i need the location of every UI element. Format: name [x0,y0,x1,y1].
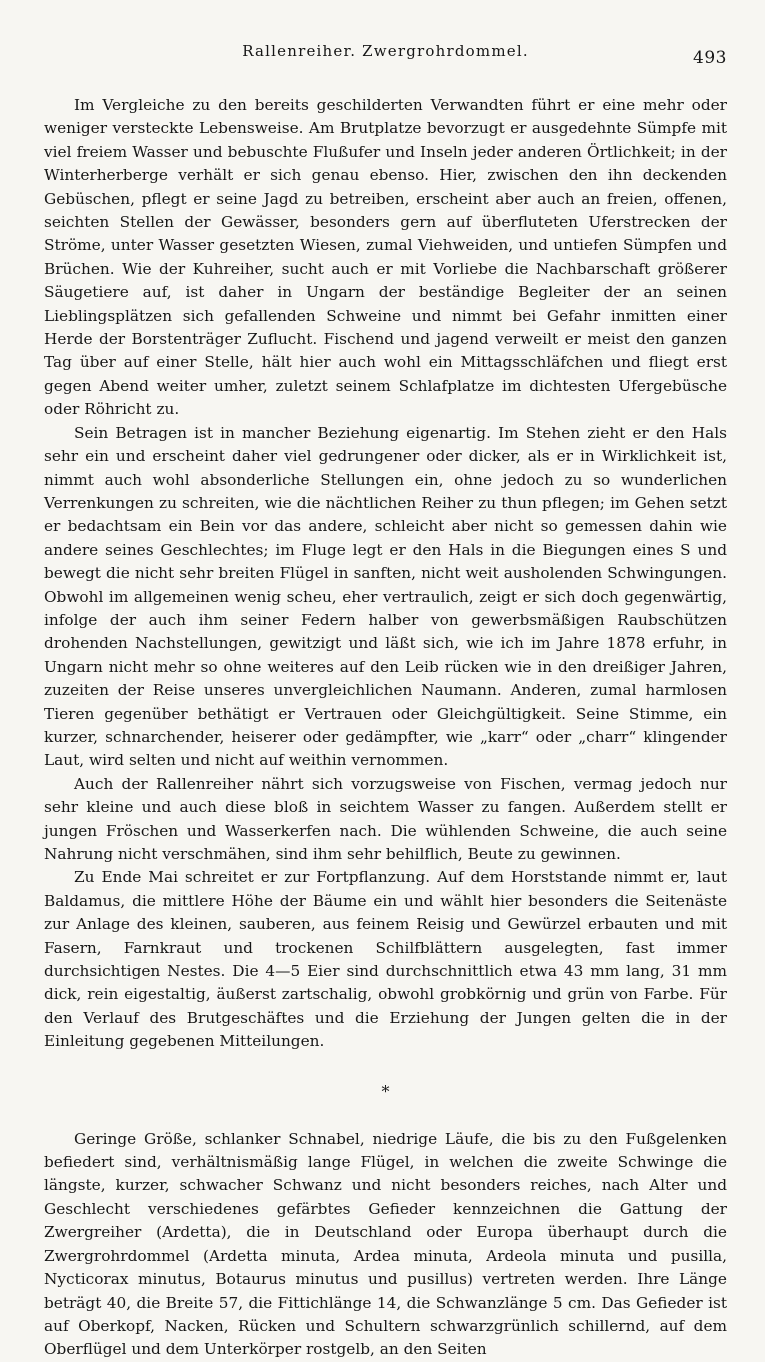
paragraph: Im Vergleiche zu den bereits geschilderten Verwandten führt er eine mehr oder weniger versteckte Lebensweise. Am Brutplatze bevorzugt er ausgedehnte Sümpfe mit viel freiem Wasser und bebuschte Flußufer und Inseln jeder anderen Örtlichkeit; in der Winterherberge verhält er sich genau ebenso. Hier, zwischen den ihn deckenden Gebüschen, pflegt er seine Jagd zu betreiben, erscheint aber auch an freien, offenen, seichten Stellen der Gewässer, besonders gern auf überfluteten Uferstrecken der Ströme, unter Wasser gesetzten Wiesen, zumal Viehweiden, und untiefen Sümpfen und Brüchen. Wie der Kuhreiher, sucht auch er mit Vorliebe die Nachbarschaft größerer Säugetiere auf, ist daher in Ungarn der beständige Begleiter der an seinen Lieblingsplätzen sich gefallenden Schweine und nimmt bei Gefahr inmitten einer Herde der Borstenträger Zuflucht. Fischend und jagend verweilt er meist den ganzen Tag über auf einer Stelle, hält hier auch wohl ein Mittagsschläfchen und fliegt erst gegen Abend weiter umher, zuletzt seinem Schlafplatze im dichtesten Ufergebüsche oder Röhricht zu. [44,96,727,419]
page-body [44,94,727,1362]
paragraph: Geringe Größe, schlanker Schnabel, niedrige Läufe, die bis zu den Fußgelenken befiedert sind, verhältnismäßig lange Flügel, in welchen die zweite Schwinge die längste, kurzer, schwacher Schwanz und nicht besonders reiches, nach Alter und Geschlecht verschiedenes gefärbtes Gefieder kennzeichnen die Gattung der Zwergreiher (Ardetta), die in Deutschland oder Europa überhaupt durch die Zwergrohrdommel (Ardetta minuta, Ardea minuta, Ardeola minuta und pusilla, Nycticorax minutus, Botaurus minutus und pusillus) vertreten werden. Ihre Länge beträgt 40, die Breite 57, die Fittichlänge 14, die Schwanzlänge 5 cm. Das Gefieder ist auf Oberkopf, Nacken, Rücken und Schultern schwarzgrünlich schillernd, auf dem Oberflügel und dem Unterkörper rostgelb, an den Seiten [44,1129,727,1359]
paragraph: Auch der Rallenreiher nährt sich vorzugsweise von Fischen, vermag jedoch nur sehr kleine und auch diese bloß in seichtem Wasser zu fangen. Außerdem stellt er jungen Fröschen und Wasserkerfen nach. Die wühlenden Schweine, die auch seine Nahrung nicht verschmähen, sind ihm sehr behilflich, Beute zu gewinnen. [44,774,727,863]
running-title: Rallenreiher. Zwergrohrdommel. [242,42,529,60]
section-separator: * [381,1081,390,1101]
paragraph: Zu Ende Mai schreitet er zur Fortpflanzung. Auf dem Horststande nimmt er, laut Baldamus, die mittlere Höhe der Bäume ein und wählt hier besonders die Seitenäste zur Anlage des kleinen, sauberen, aus feinem Reisig und Gewürzel erbauten und mit Fasern, Farnkraut und trockenen Schilfblättern ausgelegten, fast immer durchsichtigen Nestes. Die 4—5 Eier sind durchschnittlich etwa 43 mm lang, 31 mm dick, rein eigestaltig, äußerst zartschalig, obwohl grobkörnig und grün von Farbe. Für den Verlauf des Brutgeschäftes und die Erziehung der Jungen gelten die in der Einleitung gegebenen Mitteilungen. [44,868,727,1051]
running-header [44,34,727,68]
page-number: 493 [693,48,727,68]
paragraph: Sein Betragen ist in mancher Beziehung eigenartig. Im Stehen zieht er den Hals sehr ein und erscheint daher viel gedrungener oder dicker, als er in Wirklichkeit ist, nimmt auch wohl absonderliche Stellungen ein, ohne jedoch zu so wunderlichen Verrenkungen zu schreiten, wie die nächtlichen Reiher zu thun pflegen; im Gehen setzt er bedachtsam ein Bein vor das andere, schleicht aber nicht so gemessen dahin wie andere seines Geschlechtes; im Fluge legt er den Hals in die Biegungen eines S und bewegt die nicht sehr breiten Flügel in sanften, nicht weit ausholenden Schwingungen. Obwohl im allgemeinen wenig scheu, eher vertraulich, zeigt er sich doch gegenwärtig, infolge der auch ihm seiner Federn halber von gewerbsmäßigen Raubschützen drohenden Nachstellungen, gewitzigt und läßt sich, wie ich im Jahre 1878 erfuhr, in Ungarn nicht mehr so ohne weiteres auf den Leib rücken wie in den dreißiger Jahren, zuzeiten der Reise unseres unvergleichlichen Naumann. Anderen, zumal harmlosen Tieren gegenüber bethätigt er Vertrauen oder Gleichgültigkeit. Seine Stimme, ein kurzer, schnarchender, heiserer oder gedämpfter, wie „karr“ oder „charr“ klingender Laut, wird selten und nicht auf weithin vernommen. [44,423,727,770]
